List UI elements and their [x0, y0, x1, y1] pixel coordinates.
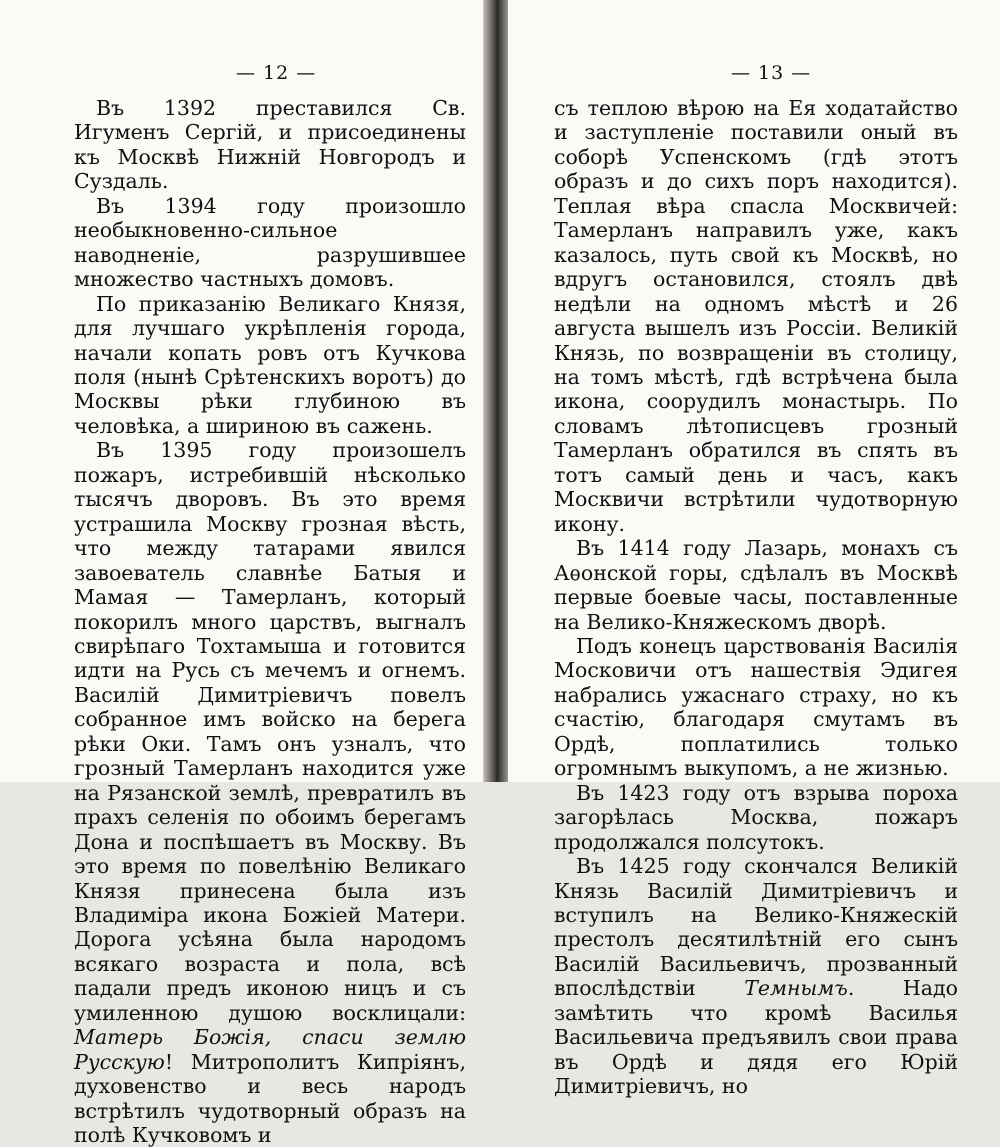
right-page [508, 0, 1000, 1099]
paragraph-text: Въ 1425 году скончался Великій Князь Василій Димитріевичъ и вступилъ на Велико-Княжескій престолъ десятилѣтній его сынъ Василій Васильевичъ, прозванный впослѣдствіи [554, 854, 958, 1001]
page-number-right: — 13 — [731, 62, 812, 84]
italic-quote: Матерь Божія, спаси землю Русскую [74, 1025, 466, 1074]
paragraph [74, 438, 466, 1147]
paragraph: По приказанію Великаго Князя, для лучшаго укрѣпленія города, начали копать ровъ отъ Кучкова поля (нынѣ Срѣтенскихъ воротъ) до Москвы рѣки глубиною въ человѣка, а шириною въ сажень. [74, 291, 466, 438]
paragraph-text: ! Митрополитъ Кипріянъ, духовенство и весь народъ встрѣтилъ чудотворный образъ на полѣ Кучковомъ и [74, 1049, 466, 1147]
book-gutter [484, 0, 508, 782]
paragraph-text: Въ 1395 году произошелъ пожаръ, истребившій нѣсколько тысячъ дворовъ. Въ это время устрашила Москву грозная вѣсть, что между татарами явился завоеватель славнѣе Батыя и Мамая — Тамерланъ, который покорилъ много царствъ, выгналъ свирѣпаго Тохтамыша и готовится идти на Русь съ мечемъ и огнемъ. Василій Димитріевичъ повелъ собранное имъ войско на берега рѣки Оки. Тамъ онъ узналъ, что грозный Тамерланъ находится уже на Рязанской землѣ, превратилъ въ прахъ селенія по обоимъ берегамъ Дона и поспѣшаетъ въ Москву. Въ это время по повелѣнію Великаго Князя принесена была изъ Владиміра икона Божіей Матери. Дорога усѣяна была народомъ всякаго возраста и пола, всѣ падали предъ иконою ницъ и съ умиленною душою восклицали: [74, 438, 466, 1025]
paragraph: Въ 1394 году произошло необыкновенно-сильное наводненіе, разрушившее множество частныхъ домовъ. [74, 193, 466, 292]
left-page [0, 0, 484, 1147]
italic-name: Темнымъ [744, 976, 848, 1001]
right-page-text [554, 96, 958, 1099]
paragraph-text: . Надо замѣтить что кромѣ Василья Васильевича предъявилъ свои права въ Ордѣ и дядя его Юрій Димитріевичъ, но [554, 976, 958, 1099]
paragraph: Въ 1423 году отъ взрыва пороха загорѣлась Москва, пожаръ продолжался полсутокъ. [554, 780, 958, 854]
paragraph: Въ 1392 преставился Св. Игуменъ Сергій, и присоединены къ Москвѣ Нижній Новгородъ и Суздаль. [74, 96, 466, 194]
left-page-text [74, 96, 466, 1147]
paragraph [554, 854, 958, 1099]
paragraph [554, 96, 958, 536]
page-number-left: — 12 — [236, 62, 317, 84]
paragraph-text: съ теплою вѣрою на Ея ходатайство и заступленіе поставили оный въ соборѣ Успенскомъ (гдѣ этотъ образъ и до сихъ поръ находится). Теплая вѣра спасла Москвичей: Тамерланъ направилъ уже, какъ казалось, путь свой къ Москвѣ, но вдругъ остановился, стоялъ двѣ недѣли на одномъ мѣстѣ и 26 августа вышелъ изъ Россіи. Великій Князь, по возвращеніи въ столицу, на томъ мѣстѣ, гдѣ встрѣчена была икона, соорудилъ монастырь. По словамъ лѣтописцевъ грозный Тамерланъ обратился въ спять въ тотъ самый день и часъ, какъ Москвичи встрѣтили чудотворную икону. [554, 96, 958, 536]
paragraph: Подъ конецъ царствованія Василія Московичи отъ нашествія Эдигея набрались ужаснаго страху, но къ счастію, благодаря смутамъ въ Ордѣ, поплатились только огромнымъ выкупомъ, а не жизнью. [554, 633, 958, 781]
paragraph: Въ 1414 году Лазарь, монахъ съ Аѳонской горы, сдѣлалъ въ Москвѣ первые боевые часы, поставленные на Велико-Княжескомъ дворѣ. [554, 536, 958, 634]
